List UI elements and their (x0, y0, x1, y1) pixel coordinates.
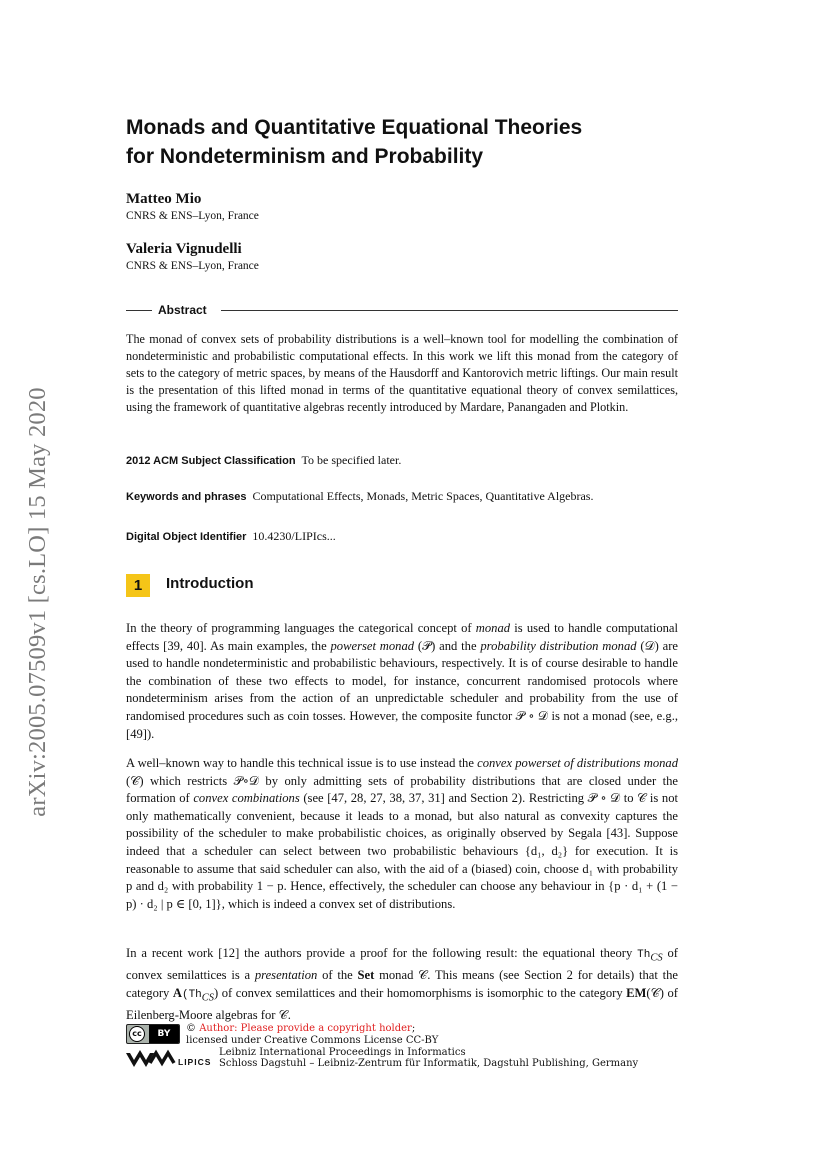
copyright-holder-link[interactable]: Author: Please provide a copyright holder (199, 1023, 412, 1034)
arxiv-sidebar (20, 352, 56, 852)
cc-by-label: BY (149, 1025, 179, 1043)
section-number: 1 (126, 574, 150, 597)
doi-value: 10.4230/LIPIcs... (252, 529, 336, 543)
paper-title (126, 113, 726, 171)
keywords-label: Keywords and phrases (126, 491, 247, 503)
publisher-line: Schloss Dagstuhl – Leibniz-Zentrum für Informatik, Dagstuhl Publishing, Germany (219, 1058, 639, 1069)
intro-paragraph-3: In a recent work [12] the authors provide a proof for the following result: the equational theory $Th_{CS}$ of convex semilattices is a presentation of the Set monad 𝒞. This means (see Section 2 for details) that the category $A(Th_{CS})$ of convex semilattices and their homomorphisms is isomorphic to the category EM(𝒞) of Eilenberg-Moore algebras for 𝒞. (126, 946, 679, 1022)
doi-label: Digital Object Identifier (126, 531, 247, 543)
license-line: licensed under Creative Commons License CC-BY (186, 1035, 439, 1046)
section-title: Introduction (166, 575, 254, 592)
proceedings-line: Leibniz International Proceedings in Informatics (219, 1047, 466, 1058)
abstract-text: The monad of convex sets of probability distributions is a well–known tool for modelling the combination of nondeterministic and probabilistic computational effects. In this work we lift this monad from the category of sets to the category of metric spaces, by means of the Hausdorff and Kantorovich metric liftings. Our main result is the presentation of this lifted monad in terms of the quantitative equational theory of convex semilattices, using the framework of quantitative algebras recently introduced by Mardare, Panangaden and Plotkin. (126, 332, 678, 414)
keywords (126, 489, 686, 504)
cc-mark: cc (129, 1026, 145, 1042)
title-line-1: Monads and Quantitative Equational Theories (126, 116, 583, 139)
copyright-line: © Author: Please provide a copyright holder; (186, 1023, 416, 1034)
abstract-rule-right (221, 310, 678, 311)
intro-paragraph-1: In the theory of programming languages the categorical concept of monad is used to handle computational effects [39, 40]. As main examples, the powerset monad (𝒫) and the probability distribution monad (𝒟) are used to handle nondeterministic and probabilistic behaviours, respectively. It is of course desirable to handle the combination of these two effects to model, for instance, concurrent randomised protocols where nondeterminism arises from the action of an unpredictable scheduler and probability from the use of randomised procedures such as coin tosses. However, the composite functor 𝒫 ∘ 𝒟 is not a monad (see, e.g., [49]). (126, 621, 679, 741)
acm-value: To be specified later. (301, 453, 402, 467)
author-affiliation: CNRS & ENS–Lyon, France (126, 210, 259, 222)
arxiv-identifier: arXiv:2005.07509v1 [cs.LO] 15 May 2020 (24, 387, 51, 817)
intro-paragraph-2: A well–known way to handle this technical issue is to use instead the convex powerset of distributions monad (𝒞) which restricts 𝒫∘𝒟 by only admitting sets of probability distributions that are closed under the formation of convex combinations (see [47, 28, 27, 38, 37, 31] and Section 2). Restricting 𝒫 ∘ 𝒟 to 𝒞 is not only mathematically convenient, because it leads to a monad, but also natural as convexity captures the possibility of the scheduler to make probabilistic choices, as originally observed by Segala [43]. Suppose indeed that a scheduler can select between two probabilistic behaviours {d₁, d₂} for execution. It is reasonable to assume that said scheduler can also, with the aid of a (biased) coin, choose d₁ with probability p and d₂ with probability 1 − p. Hence, effectively, the scheduler can choose any behaviour in {p · d₁ + (1 − p) · d₂ | p ∈ [0, 1]}, which is indeed a convex set of distributions. (126, 756, 679, 911)
author-name: Matteo Mio (126, 191, 202, 207)
acm-classification (126, 453, 686, 468)
acm-label: 2012 ACM Subject Classification (126, 455, 296, 467)
title-line-2: for Nondeterminism and Probability (126, 145, 484, 168)
author-affiliation: CNRS & ENS–Lyon, France (126, 260, 259, 272)
keywords-value: Computational Effects, Monads, Metric Spaces, Quantitative Algebras. (252, 489, 594, 503)
copyright-symbol: © (186, 1023, 196, 1034)
page-footer (126, 1023, 686, 1073)
lipics-wordmark: LIPICS (178, 1057, 212, 1067)
abstract-header (126, 303, 678, 317)
abstract-heading: Abstract (158, 303, 207, 317)
author-name: Valeria Vignudelli (126, 241, 242, 257)
abstract-rule-left (126, 310, 152, 311)
doi (126, 529, 686, 544)
cc-by-license-icon[interactable] (126, 1024, 180, 1044)
